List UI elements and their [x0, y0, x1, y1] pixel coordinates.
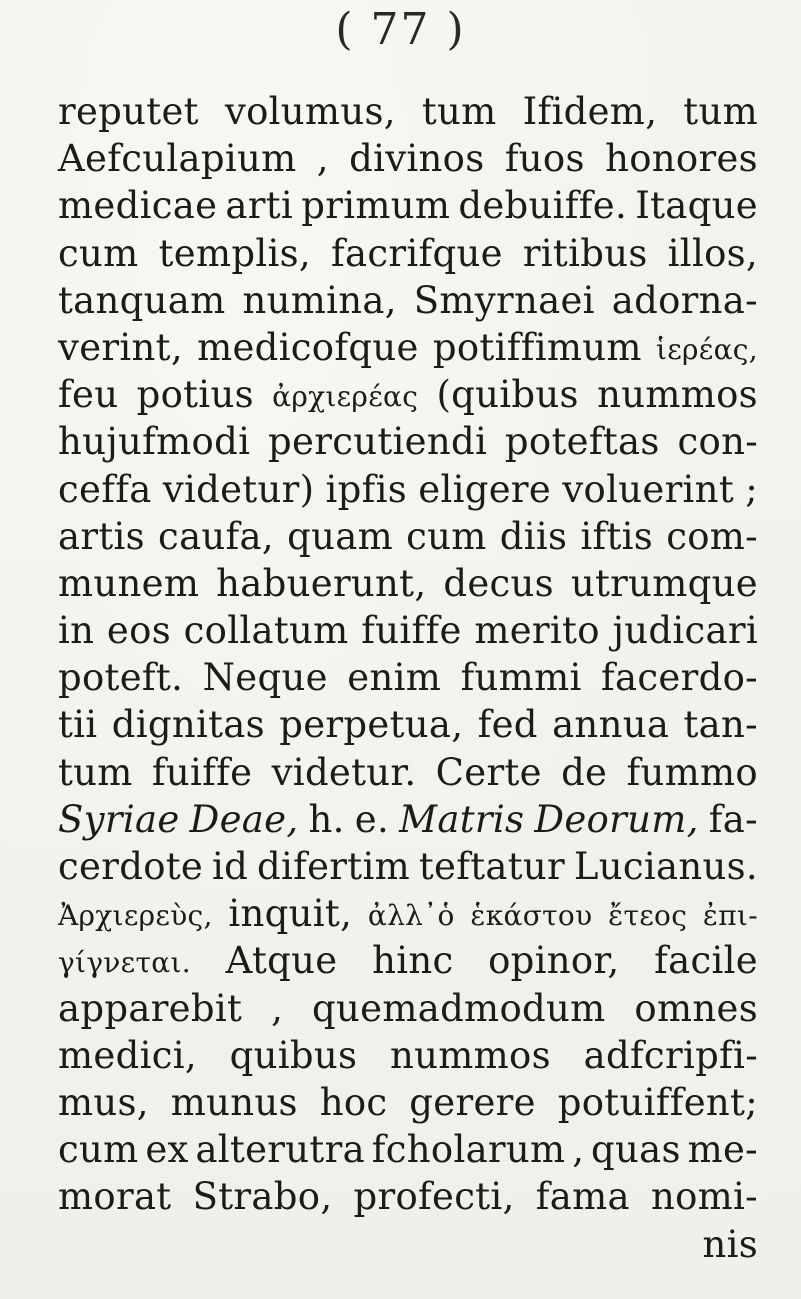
text-line	[58, 985, 758, 1032]
word: diis	[499, 514, 568, 558]
word: facile	[654, 939, 758, 983]
word: perpetua,	[279, 703, 464, 747]
word: medici,	[58, 1033, 197, 1077]
word: Deorum,	[534, 797, 699, 841]
word: de	[561, 750, 608, 794]
word: Lucianus.	[573, 845, 758, 888]
word: facerdo-	[601, 656, 758, 700]
word: primum	[301, 184, 451, 228]
word: nummos	[597, 373, 758, 417]
word: nummos	[389, 1033, 551, 1077]
word: ceffa	[58, 467, 152, 511]
word: potius	[136, 373, 254, 417]
word: decus	[443, 561, 554, 605]
word: tan-	[683, 703, 758, 747]
word: fed	[477, 703, 538, 747]
word: munem	[58, 561, 200, 605]
word: Matris	[399, 797, 525, 841]
word: ritibus	[522, 231, 648, 275]
word: medicofque	[197, 325, 419, 369]
word: poteftas	[504, 420, 660, 464]
text-line	[58, 1079, 758, 1126]
word: alterutra	[195, 1128, 365, 1172]
word: poteft.	[58, 656, 184, 700]
word: munus	[170, 1080, 298, 1124]
word: numina,	[242, 278, 397, 322]
word: merito	[474, 609, 600, 653]
text-line	[58, 371, 758, 418]
word: videtur)	[162, 467, 315, 511]
word: profecti,	[353, 1175, 515, 1219]
word: con-	[677, 420, 758, 464]
word: eligere	[418, 467, 552, 511]
text-line	[58, 1221, 758, 1268]
text-line	[58, 324, 758, 371]
text-line	[58, 88, 758, 135]
text-line	[58, 277, 758, 324]
greek-word: ἔτεος	[608, 899, 688, 933]
word: e.	[354, 797, 390, 841]
word: fa-	[708, 797, 758, 841]
word: teftatur	[418, 845, 566, 888]
word: fuos	[504, 137, 585, 181]
page-number: ( 77 )	[335, 4, 466, 55]
word: Atque	[225, 939, 338, 983]
word: difertim	[256, 845, 410, 888]
word: potuiffent;	[557, 1080, 758, 1124]
greek-word: γίγνεται.	[58, 946, 191, 980]
word: tum	[421, 90, 497, 133]
word: dignitas	[111, 703, 265, 747]
word: ;	[745, 467, 758, 511]
word: verint,	[58, 325, 183, 369]
word: percutiendi	[268, 420, 488, 464]
word: me-	[687, 1128, 758, 1172]
word: Strabo,	[192, 1175, 333, 1219]
text-line	[58, 418, 758, 465]
word: ipfis	[325, 467, 408, 511]
word: Deae,	[189, 797, 299, 841]
word: illos,	[667, 231, 758, 275]
text-line	[58, 1126, 758, 1173]
word: artis	[58, 514, 145, 558]
word: fuiffe	[361, 609, 462, 653]
word: in	[58, 609, 95, 653]
word: Smyrnaei	[413, 278, 595, 322]
word: omnes	[634, 986, 758, 1030]
text-line	[58, 654, 758, 701]
word: nis	[702, 1222, 758, 1266]
word: eos	[106, 609, 171, 653]
word: cum	[58, 231, 139, 275]
greek-word: ἐπι-	[702, 899, 758, 933]
word: ,	[316, 137, 329, 181]
word: tanquam	[58, 278, 226, 322]
word: reputet	[58, 90, 199, 133]
word: iftis	[580, 514, 654, 558]
word: annua	[552, 703, 670, 747]
word: enim	[347, 656, 442, 700]
word: volumus,	[224, 90, 396, 133]
word: potiffimum	[432, 325, 642, 369]
text-line	[58, 230, 758, 277]
greek-word: ἀρχιερέας	[272, 380, 419, 414]
word: hoc	[319, 1080, 388, 1124]
body-text	[58, 88, 758, 1268]
word: adorna-	[611, 278, 758, 322]
word: cum	[406, 514, 487, 558]
text-line	[58, 560, 758, 607]
text-line	[58, 937, 758, 984]
greek-word: ἱερέας,	[655, 332, 758, 366]
word: Aefculapium	[58, 137, 297, 181]
word: debuiffe.	[458, 184, 628, 228]
greek-word: ἑκάστου	[470, 899, 593, 933]
word: (quibus	[436, 373, 579, 417]
word: opinor,	[488, 939, 620, 983]
word: quas	[591, 1128, 681, 1172]
word: Syriae	[58, 797, 180, 841]
text-line	[58, 701, 758, 748]
word: cerdote	[58, 845, 204, 888]
word: arti	[225, 184, 294, 228]
word: quibus	[229, 1033, 358, 1077]
word: videtur.	[271, 750, 417, 794]
text-line	[58, 796, 758, 843]
word: com-	[666, 514, 758, 558]
word: adfcripfi-	[583, 1033, 758, 1077]
word: judicari	[612, 609, 758, 653]
text-line	[58, 1173, 758, 1220]
word: Itaque	[635, 184, 758, 228]
word: utrumque	[570, 561, 758, 605]
greek-word: ἀλλ᾽ὁ	[367, 899, 455, 933]
word: facrifque	[330, 231, 503, 275]
text-line	[58, 843, 758, 890]
word: ,	[271, 986, 284, 1030]
word: inquit,	[228, 892, 353, 936]
word: voluerint	[562, 467, 734, 511]
word: tum	[683, 90, 758, 133]
word: templis,	[158, 231, 311, 275]
word: hujufmodi	[58, 420, 251, 464]
text-line	[58, 607, 758, 654]
word: quam	[287, 514, 393, 558]
word: cum	[58, 1128, 139, 1172]
text-line	[58, 182, 758, 229]
word: tii	[58, 703, 98, 747]
text-line	[58, 513, 758, 560]
word: Ifidem,	[522, 90, 658, 133]
text-line	[58, 135, 758, 182]
word: gerere	[409, 1080, 536, 1124]
word: h.	[308, 797, 345, 841]
word: Certe	[435, 750, 542, 794]
word: ,	[572, 1128, 585, 1172]
word: habuerunt,	[216, 561, 427, 605]
word: honores	[605, 137, 758, 181]
word: fuiffe	[151, 750, 253, 794]
word: ex	[145, 1128, 189, 1172]
word: fama	[535, 1175, 630, 1219]
word: quemadmodum	[312, 986, 606, 1030]
word: medicae	[58, 184, 218, 228]
word: feu	[58, 373, 119, 417]
word: fummi	[460, 656, 582, 700]
word: fcholarum	[371, 1128, 566, 1172]
word: nomi-	[650, 1175, 758, 1219]
text-line	[58, 890, 758, 937]
word: collatum	[183, 609, 349, 653]
word: Neque	[202, 656, 328, 700]
word: mus,	[58, 1080, 149, 1124]
word: divinos	[349, 137, 485, 181]
word: caufa,	[158, 514, 274, 558]
word: id	[212, 845, 249, 888]
word: tum	[58, 750, 133, 794]
text-line	[58, 1032, 758, 1079]
text-line	[58, 749, 758, 796]
greek-word: Ἀρχιερεὺς,	[58, 899, 213, 933]
word: fummo	[626, 750, 758, 794]
word: apparebit	[58, 986, 243, 1030]
text-line	[58, 466, 758, 513]
word: morat	[58, 1175, 172, 1219]
word: hinc	[372, 939, 454, 983]
